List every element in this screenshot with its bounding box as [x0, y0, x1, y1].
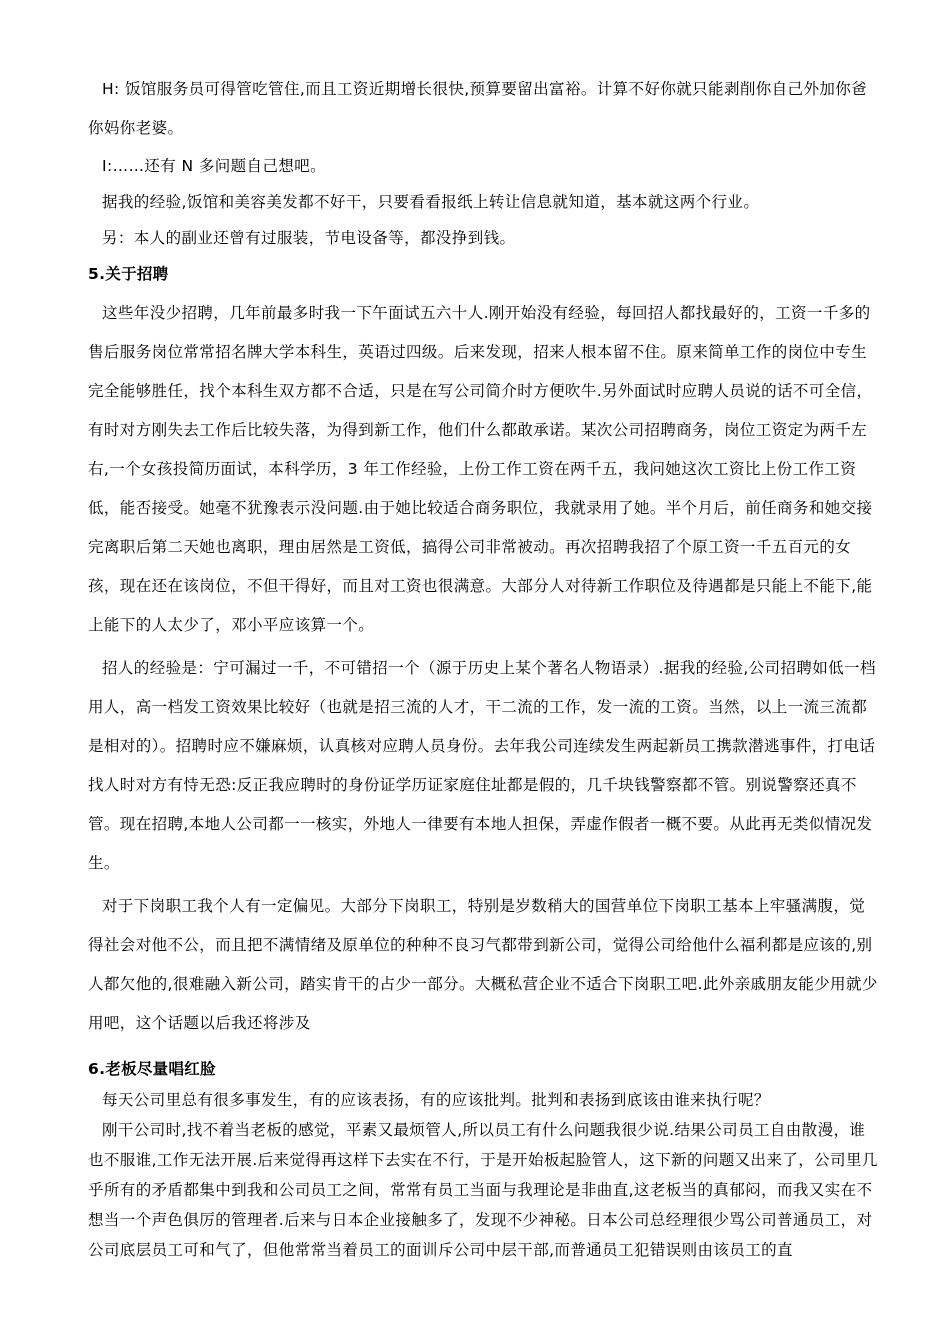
- section-5-paragraph-2: 招人的经验是：宁可漏过一千，不可错招一个（源于历史上某个著名人物语录）.据我的经验,公司招聘如低一档用人，高一档发工资效果比较好（也就是招三流的人才，干二流的工作，发一流的工资。当然，以上一流三流都是相对的）。招聘时应不嫌麻烦，认真核对应聘人员身份。去年我公司连续发生两起新员工携款潜逃事件，打电话找人时对方有恃无恐:反正我应聘时的身份证学历证家庭住址都是假的，几千块钱警察都不管。别说警察还真不管。现在招聘,本地人公司都一一核实，外地人一律要有本地人担保，弄虚作假者一概不要。从此再无类似情况发生。: [88, 659, 876, 872]
- section-6-paragraph-2: 刚干公司时,找不着当老板的感觉，平素又最烦管人,所以员工有什么问题我很少说.结果公司员工自由散漫，谁也不服谁,工作无法开展.后来觉得再这样下去实在不行，于是开始板起脸管人，这下新的问题又出来了，公司里几乎所有的矛盾都集中到我和公司员工之间，常常有员工当面与我理论是非曲直,这老板当的真郁闷，而我又实在不想当一个声色俱厉的管理者.后来与日本企业接触多了，发现不少神秘。日本公司总经理很少骂公司普通员工，对公司底层员工可和气了，但他常常当着员工的面训斥公司中层干部,而普通员工犯错误则由该员工的直: [88, 1121, 878, 1259]
- section-6-heading: 6.老板尽量唱红脸: [88, 1060, 216, 1078]
- intro-paragraph-i: I:……还有 N 多问题自己想吧。: [102, 157, 327, 175]
- section-5-paragraph-1: 这些年没少招聘，几年前最多时我一下午面试五六十人.刚开始没有经验，每回招人都找最好的，工资一千多的售后服务岗位常常招名牌大学本科生，英语过四级。后来发现，招来人根本留不住。原来简单工作的岗位中专生完全能够胜任，找个本科生双方都不合适，只是在写公司简介时方便吹牛.另外面试时应聘人员说的话不可全信，有时对方刚失去工作后比较失落，为得到新工作，他们什么都敢承诺。某次公司招聘商务，岗位工资定为两千左右,一个女孩投简历面试，本科学历，3 年工作经验，上份工作工资在两千五，我问她这次工资比上份工作工资低，能否接受。她毫不犹豫表示没问题.由于她比较适合商务职位，我就录用了她。半个月后，前任商务和她交接完离职后第二天她也离职，理由居然是工资低，搞得公司非常被动。再次招聘我招了个原工资一千五百元的女孩，现在还在该岗位，不但干得好，而且对工资也很满意。大部分人对待新工作职位及待遇都是只能上不能下,能上能下的人太少了，邓小平应该算一个。: [88, 304, 873, 634]
- intro-paragraph-experience: 据我的经验,饭馆和美容美发都不好干，只要看看报纸上转让信息就知道，基本就这两个行业。: [102, 193, 760, 211]
- intro-paragraph-h: H: 饭馆服务员可得管吃管住,而且工资近期增长很快,预算要留出富裕。计算不好你就只能剥削你自己外加你爸你妈你老婆。: [88, 80, 868, 137]
- intro-paragraph-sideline: 另：本人的副业还曾有过服装，节电设备等，都没挣到钱。: [102, 229, 516, 247]
- section-6-paragraph-1: 每天公司里总有很多事发生，有的应该表扬，有的应该批判。批判和表扬到底该由谁来执行呢？: [102, 1091, 770, 1109]
- section-5-heading: 5.关于招聘: [88, 265, 169, 283]
- section-5-paragraph-3: 对于下岗职工我个人有一定偏见。大部分下岗职工，特别是岁数稍大的国营单位下岗职工基本上牢骚满腹，觉得社会对他不公，而且把不满情绪及原单位的种种不良习气都带到新公司，觉得公司给他什么福利都是应该的,别人都欠他的,很难融入新公司，踏实肯干的占少一部分。大概私营企业不适合下岗职工吧.此外亲戚朋友能少用就少用吧，这个话题以后我还将涉及: [88, 897, 878, 1032]
